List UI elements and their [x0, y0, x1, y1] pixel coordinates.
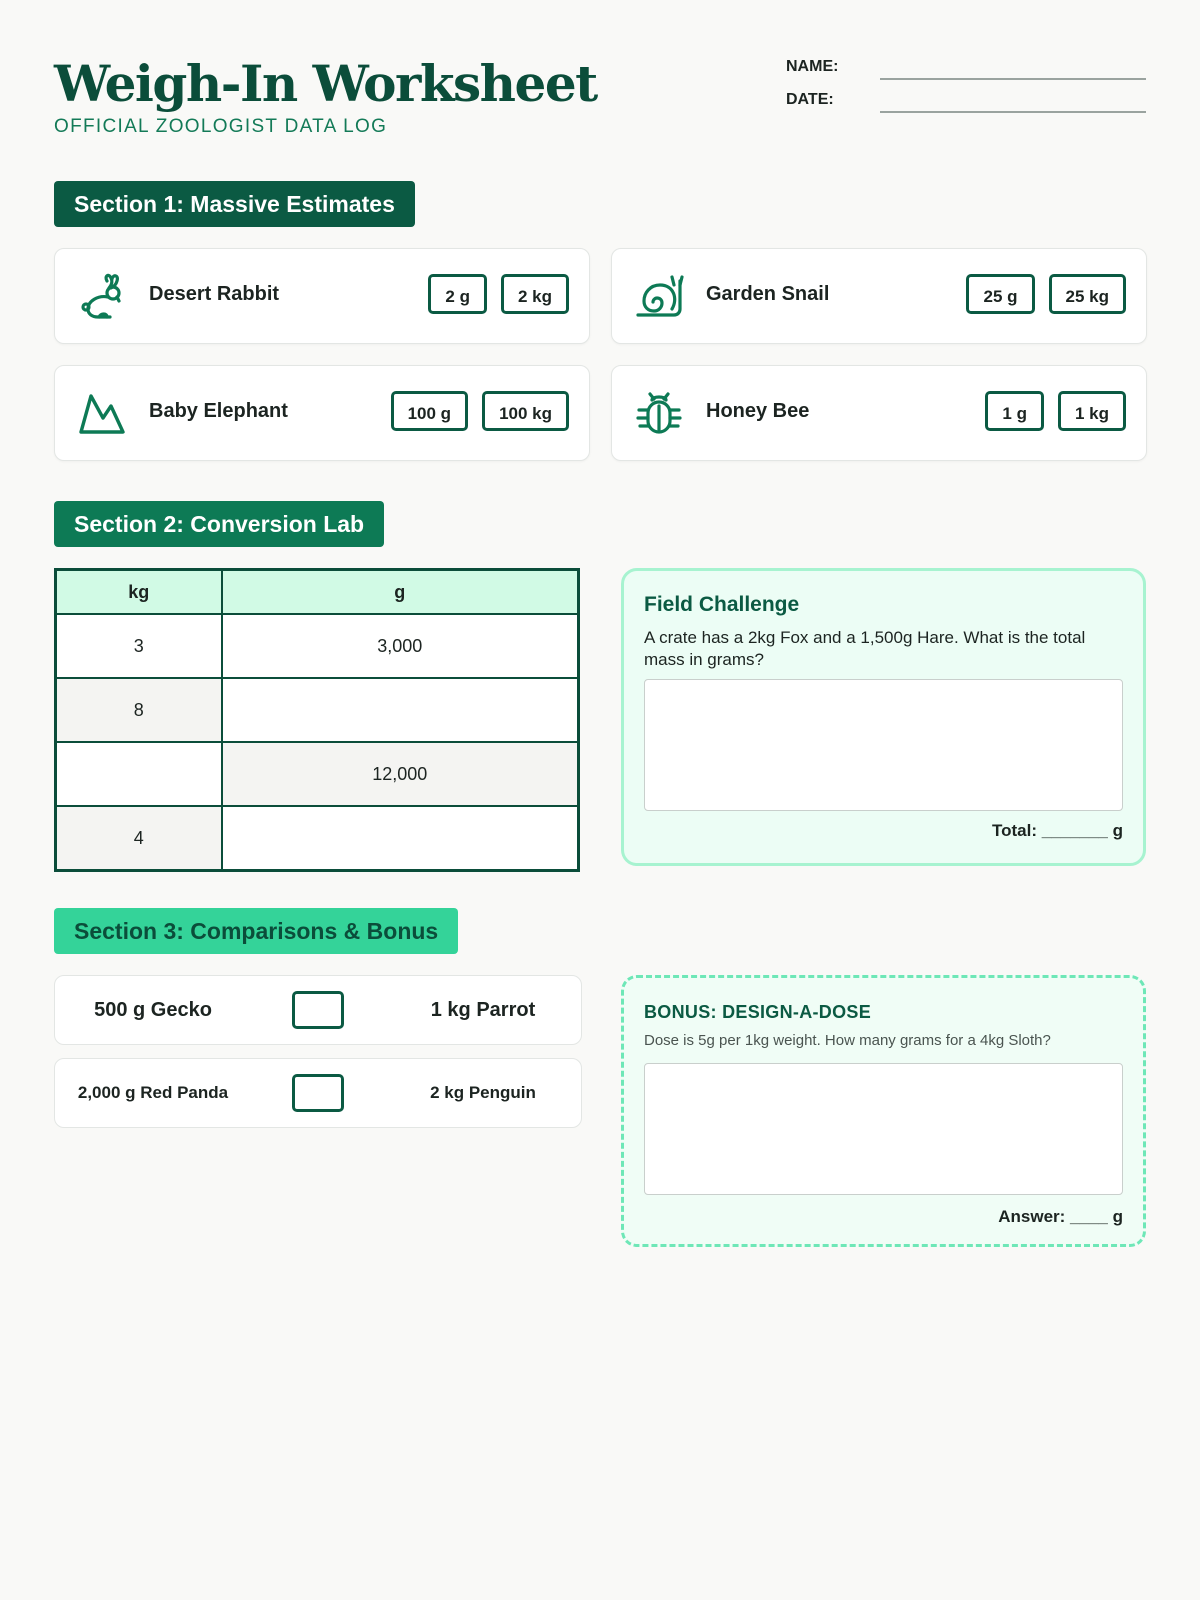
- g-cell: 12,000: [222, 742, 579, 806]
- challenge-total-label: Total: _______ g: [991, 821, 1123, 840]
- name-line[interactable]: [880, 78, 1146, 80]
- name-label: NAME:: [786, 58, 839, 75]
- comparison-right: 2 kg Penguin: [430, 1083, 536, 1102]
- option-1g[interactable]: 1 g: [985, 391, 1044, 431]
- comparison-row-2: [54, 1058, 582, 1128]
- comparison-row-1: [54, 975, 582, 1045]
- bonus-box: [621, 975, 1146, 1247]
- g-cell: 3,000: [222, 614, 579, 678]
- bonus-question: Dose is 5g per 1kg weight. How many grams for a 4kg Sloth?: [644, 1032, 1051, 1049]
- option-100g[interactable]: 100 g: [391, 391, 468, 431]
- bonus-title: BONUS: DESIGN-A-DOSE: [644, 1002, 872, 1022]
- column-header-kg: kg: [56, 570, 222, 615]
- comparison-symbol-box[interactable]: [292, 1074, 344, 1112]
- animal-name: Baby Elephant: [149, 400, 288, 422]
- g-cell-blank[interactable]: [222, 678, 579, 742]
- kg-cell: 4: [56, 806, 222, 871]
- bonus-answer-box[interactable]: [644, 1063, 1123, 1195]
- date-line[interactable]: [880, 111, 1146, 113]
- date-field[interactable]: [786, 89, 1146, 113]
- table-row: [56, 678, 579, 742]
- section3-heading: Section 3: Comparisons & Bonus: [54, 908, 458, 954]
- column-header-g: g: [222, 570, 579, 615]
- section2-heading: Section 2: Conversion Lab: [54, 501, 384, 547]
- option-100kg[interactable]: 100 kg: [482, 391, 569, 431]
- name-field[interactable]: [786, 56, 1146, 80]
- snail-icon: [634, 271, 684, 321]
- kg-cell-blank[interactable]: [56, 742, 222, 806]
- field-challenge-box: [621, 568, 1146, 866]
- challenge-question: A crate has a 2kg Fox and a 1,500g Hare. What is the total mass in grams?: [644, 628, 1086, 669]
- estimate-card-bee: [611, 365, 1147, 461]
- estimate-card-snail: [611, 248, 1147, 344]
- estimate-card-elephant: [54, 365, 590, 461]
- option-25g[interactable]: 25 g: [966, 274, 1034, 314]
- section1-heading: Section 1: Massive Estimates: [54, 181, 415, 227]
- table-row: [56, 806, 579, 871]
- option-2g[interactable]: 2 g: [428, 274, 487, 314]
- rabbit-icon: [77, 271, 127, 321]
- worksheet-page: [54, 0, 1146, 1600]
- bug-icon: [634, 388, 684, 438]
- comparison-right: 1 kg Parrot: [430, 999, 536, 1021]
- challenge-answer-box[interactable]: [644, 679, 1123, 811]
- table-row: [56, 742, 579, 806]
- option-25kg[interactable]: 25 kg: [1049, 274, 1126, 314]
- date-label: DATE:: [786, 91, 834, 108]
- option-1kg[interactable]: 1 kg: [1058, 391, 1126, 431]
- bonus-answer-label: Answer: ____ g: [998, 1207, 1123, 1226]
- comparison-left: 2,000 g Red Panda: [77, 1083, 229, 1102]
- table-row: [56, 614, 579, 678]
- animal-name: Desert Rabbit: [149, 283, 280, 305]
- worksheet-title: Weigh-In Worksheet: [54, 54, 597, 113]
- worksheet-subtitle: OFFICIAL ZOOLOGIST DATA LOG: [54, 116, 388, 137]
- comparison-symbol-box[interactable]: [292, 991, 344, 1029]
- animal-name: Garden Snail: [706, 283, 830, 305]
- kg-cell: 3: [56, 614, 222, 678]
- option-2kg[interactable]: 2 kg: [501, 274, 569, 314]
- conversion-table: [54, 568, 580, 872]
- challenge-title: Field Challenge: [644, 593, 800, 616]
- comparison-left: 500 g Gecko: [94, 999, 212, 1021]
- animal-name: Honey Bee: [706, 400, 810, 422]
- g-cell-blank[interactable]: [222, 806, 579, 871]
- kg-cell: 8: [56, 678, 222, 742]
- mountain-icon: [77, 388, 127, 438]
- estimate-card-rabbit: [54, 248, 590, 344]
